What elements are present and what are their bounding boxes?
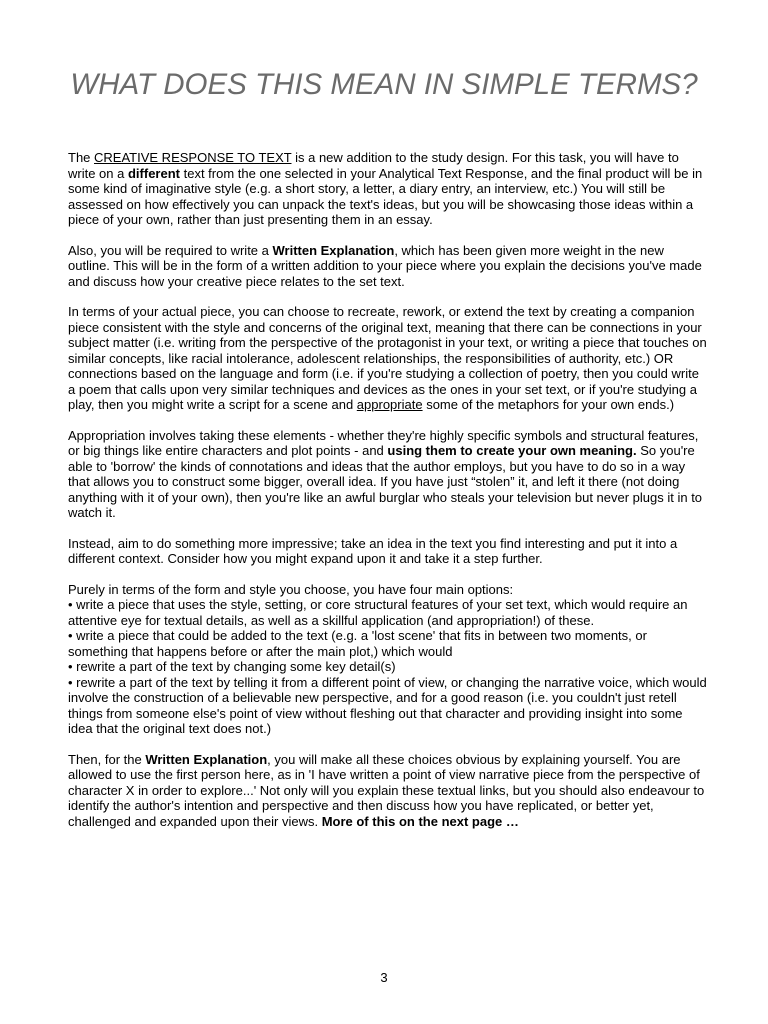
paragraph-intro xyxy=(68,150,708,228)
options-section xyxy=(68,582,708,737)
option-bullet: • rewrite a part of the text by telling it from a different point of view, or changing the narrative voice, which would involve the construction of a believable new perspective, and for a good reason (i.e. you couldn't just retell things from someone else's point of view without fleshing out that character and providing insight into some idea that the original text does not.) xyxy=(68,674,707,736)
text-run: The xyxy=(68,150,95,165)
text-run: text from the one selected in your Analytical Text Response, and the final product will be in some kind of imaginative style (e.g. a short story, a letter, a diary entry, an interview, etc.) You will still be assessed on how effectively you can unpack the text's ideas, but you will be showcasing those ideas within a piece of your own, rather than just presenting them in an essay. xyxy=(68,165,703,227)
text-run: So you're able to 'borrow' the kinds of connotations and ideas that the author employs, but you have to do so in a way that allows you to construct some bigger, overall idea. If you have just “stolen” it, and left it there (not doing anything with it of your own), then you're like an awful burglar who steals your television but never plugs it in to watch it. xyxy=(68,443,703,520)
bold-text: Written Explanation xyxy=(272,242,395,258)
bold-text: different xyxy=(127,165,180,181)
page-number: 3 xyxy=(380,970,388,985)
paragraph-appropriation xyxy=(68,428,708,521)
text-run: , you will make all these choices obvious by explaining yourself. You are allowed to use the first person here, as in 'I have written a point of view narrative piece from the perspective of character X in order to explore...' Not only will you explain these textual links, but you should also endeavour to identify the author's intention and perspective and then discuss how you have replicated, or better yet, challenged and expanded upon their views. xyxy=(68,751,705,829)
paragraph-then xyxy=(68,752,708,830)
text-run: is a new addition to the study design. For this task, you will have to write on a xyxy=(68,150,679,181)
appropriate-link[interactable]: appropriate xyxy=(356,397,423,412)
option-bullet: • rewrite a part of the text by changing some key detail(s) xyxy=(68,659,396,674)
text-run: In terms of your actual piece, you can choose to recreate, rework, or extend the text by creating a companion piece consistent with the style and concerns of the original text, meaning that there can be connections in your subject matter (i.e. writing from the perspective of the protagonist in your text, or writing a piece that touches on similar concepts, like racial intolerance, adolescent relationships, the responsibilities of authority, etc.) OR connections based on the language and form (i.e. if you're studying a collection of poetry, then you could write a poem that calls upon very similar techniques and devices as the ones in your set text, or if you're studying a play, then you might write a script for a scene and xyxy=(68,304,707,412)
options-intro: Purely in terms of the form and style you choose, you have four main options: xyxy=(68,581,514,597)
creative-response-link[interactable]: CREATIVE RESPONSE TO TEXT xyxy=(94,150,292,165)
text-run: some of the metaphors for your own ends.) xyxy=(422,397,675,412)
bold-text: using them to create your own meaning. xyxy=(387,443,637,458)
text-run: , which has been given more weight in the new outline. This will be in the form of a written addition to your piece where you explain the decisions you've made and discuss how your creative piece relates to the set text. xyxy=(68,242,702,289)
paragraph-instead: Instead, aim to do something more impressive; take an idea in the text you find interesting and put it into a different context. Consider how you might expand upon it and take it a step further. xyxy=(68,535,678,566)
text-run: Then, for the xyxy=(68,751,146,767)
next-page-note: More of this on the next page … xyxy=(321,813,519,829)
text-run: Appropriation involves taking these elements - whether they're highly specific symbols and structural features, or big things like entire characters and plot points - and xyxy=(68,427,699,458)
page-title: WHAT DOES THIS MEAN IN SIMPLE TERMS? xyxy=(70,68,698,101)
option-bullet: • write a piece that uses the style, setting, or core structural features of your set text, which would require an attentive eye for textual details, as well as a skillful application (and appropriation!) of these. xyxy=(68,597,688,628)
bold-text: Written Explanation xyxy=(145,751,268,767)
paragraph-actual-piece xyxy=(68,304,708,413)
option-bullet: • write a piece that could be added to the text (e.g. a 'lost scene' that fits in between two moments, or something that happens before or after the main plot,) which would xyxy=(68,628,647,659)
document-body xyxy=(68,150,708,844)
paragraph-written-explanation xyxy=(68,243,708,290)
text-run: Also, you will be required to write a xyxy=(68,242,273,258)
